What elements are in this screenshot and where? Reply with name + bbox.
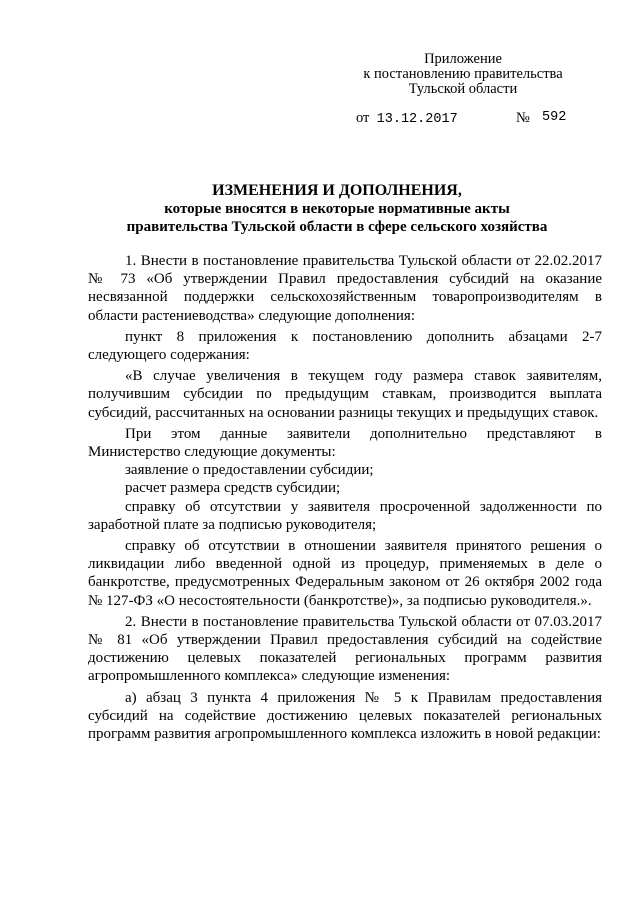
- decree-date-number: [356, 110, 567, 127]
- document-body: [88, 252, 602, 743]
- title-line-2: которые вносятся в некоторые нормативные акты: [164, 201, 510, 217]
- decree-reference: к постановлению правительства: [363, 66, 563, 82]
- title-line-1: ИЗМЕНЕНИЯ И ДОПОЛНЕНИЯ,: [212, 182, 462, 199]
- paragraph: заявление о предоставлении субсидии;: [125, 462, 374, 479]
- document-title: [86, 182, 588, 236]
- paragraph: расчет размера средств субсидии;: [125, 480, 341, 497]
- date-prefix: от: [356, 110, 370, 126]
- paragraph: 1. Внести в постановление правительства Тульской области от 22.02.2017 № 73 «Об утверждении Правил предоставления субсидий на оказание несвязанной поддержки сельскохозяйственным товаропроизводителям в области растениеводства» следующие дополнения:: [88, 253, 602, 324]
- paragraph: справку об отсутствии у заявителя просроченной задолженности по заработной плате за подписью руководителя;: [88, 498, 602, 533]
- appendix-header: [358, 52, 568, 97]
- number-label: №: [516, 110, 530, 126]
- paragraph: справку об отсутствии в отношении заявителя принятого решения о ликвидации либо введенной одной из процедур, применяемых в деле о банкротстве, предусмотренных Федеральным законом от 26 октября 2002 года № 127-ФЗ «О несостоятельности (банкротстве)», за подписью руководителя.».: [88, 538, 602, 609]
- paragraph: а) абзац 3 пункта 4 приложения № 5 к Правилам предоставления субсидий на содействие достижению целевых показателей региональных программ развития агропромышленного комплекса изложить в новой редакции:: [88, 689, 602, 743]
- paragraph: При этом данные заявители дополнительно представляют в Министерство следующие документы:: [88, 425, 602, 461]
- decree-number: 592: [542, 110, 567, 125]
- paragraph: «В случае увеличения в текущем году размера ставок заявителям, получившим субсидии по предыдущим ставкам, производится выплата субсидий, рассчитанных на основании разницы текущих и предыдущих ставок.: [88, 368, 602, 421]
- region-name: Тульской области: [408, 81, 518, 97]
- title-line-3: правительства Тульской области в сфере сельского хозяйства: [126, 219, 548, 235]
- appendix-label: Приложение: [424, 51, 502, 67]
- decree-date: 13.12.2017: [376, 112, 458, 127]
- paragraph: 2. Внести в постановление правительства Тульской области от 07.03.2017 № 81 «Об утверждении Правил предоставления субсидий на содействие достижению целевых показателей региональных программ развития агропромышленного комплекса» следующие изменения:: [88, 613, 602, 685]
- paragraph: пункт 8 приложения к постановлению дополнить абзацами 2-7 следующего содержания:: [88, 328, 602, 364]
